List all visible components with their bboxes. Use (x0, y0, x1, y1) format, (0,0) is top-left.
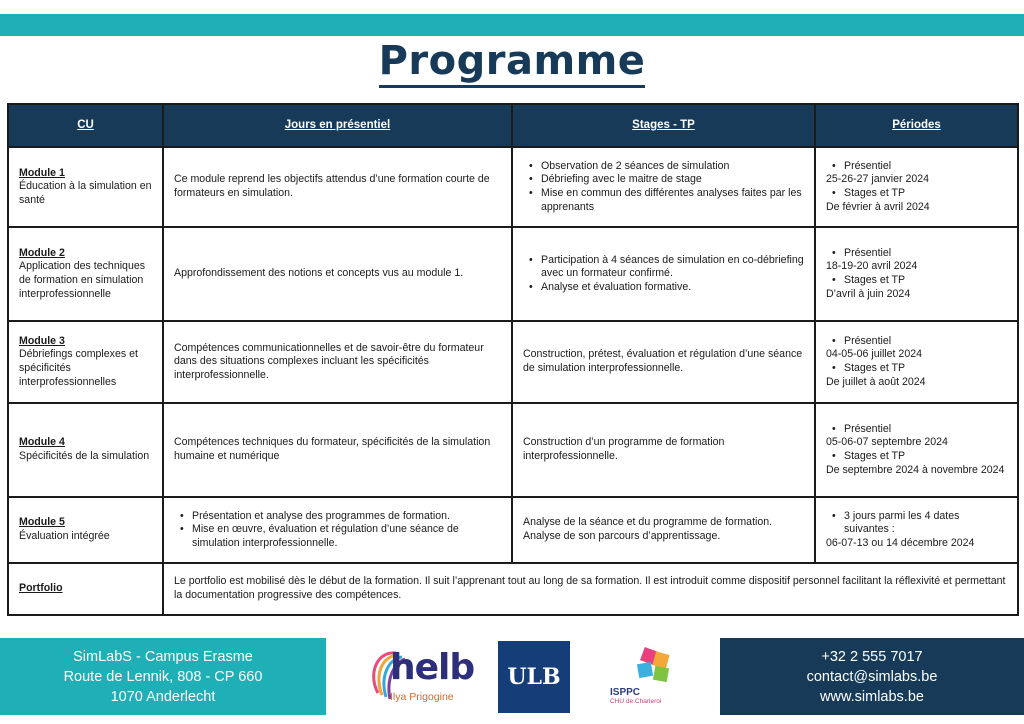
jours-cell: Compétences techniques du formateur, spécificités de la simulation humaine et numérique (163, 403, 512, 497)
portfolio-text: Le portfolio est mobilisé dès le début de la formation. Il suit l’apprenant tout au long de sa formation. Il est introduit comme dispositif personnel facilitant la réflexivité et permettant la documentation progressive des compétences. (163, 563, 1018, 615)
module-description: Éducation à la simulation en santé (19, 180, 152, 206)
portfolio-label: Portfolio (19, 582, 63, 595)
module-description: Débriefings complexes et spécificités interprofessionnelles (19, 348, 138, 388)
periode-label: • Présentiel (826, 335, 1007, 349)
module-title: Module 3 (19, 334, 65, 347)
stages-cell: Construction, prétest, évaluation et régulation d’une séance de simulation interprofessionnelle. (512, 321, 815, 403)
cu-cell (8, 147, 163, 227)
portfolio-row (8, 563, 1018, 615)
periodes-cell (815, 227, 1018, 321)
table-row (8, 403, 1018, 497)
ulb-logo-text: ULB (507, 664, 561, 690)
list-item: • Observation de 2 séances de simulation (523, 160, 804, 174)
list-item: • Analyse et évaluation formative. (523, 281, 804, 295)
helb-logo-text: helb (390, 647, 475, 688)
module-title: Module 1 (19, 166, 65, 179)
periode-label: • Stages et TP (826, 274, 1007, 288)
periodes-cell (815, 321, 1018, 403)
periode-value: 05-06-07 septembre 2024 (826, 436, 948, 449)
module-description: Application des techniques de formation en simulation interprofessionnelle (19, 260, 146, 300)
jours-cell: Approfondissement des notions et concepts vus au module 1. (163, 227, 512, 321)
list-item: • Débriefing avec le maitre de stage (523, 173, 804, 187)
periode-value: 06-07-13 ou 14 décembre 2024 (826, 536, 975, 549)
ulb-logo (498, 641, 570, 713)
header-stages: Stages - TP (512, 104, 815, 147)
isppc-logo-text: ISPPC (610, 687, 641, 698)
isppc-mark-icon (610, 645, 680, 687)
cu-cell (8, 403, 163, 497)
periode-label: • Présentiel (826, 247, 1007, 261)
periode-value: De juillet à août 2024 (826, 375, 926, 388)
cu-cell (8, 321, 163, 403)
stages-cell: Construction d’un programme de formation interprofessionnelle. (512, 403, 815, 497)
header-periodes: Périodes (815, 104, 1018, 147)
periode-label: • Stages et TP (826, 187, 1007, 201)
module-title: Module 4 (19, 436, 65, 449)
stages-cell (512, 497, 815, 563)
top-band (0, 14, 1024, 36)
module-description: Évaluation intégrée (19, 530, 110, 542)
footer-contact (720, 638, 1024, 715)
module-title: Module 2 (19, 246, 65, 259)
periode-value: 25-26-27 janvier 2024 (826, 173, 930, 186)
periode-label: • Présentiel (826, 160, 1007, 174)
jours-cell (163, 497, 512, 563)
module-description: Spécificités de la simulation (19, 450, 150, 462)
periodes-cell (815, 147, 1018, 227)
helb-logo-subtitle: Ilya Prigogine (390, 691, 454, 703)
header-cu: CU (8, 104, 163, 147)
periodes-cell (815, 497, 1018, 563)
table-header-row (8, 104, 1018, 147)
jours-cell: Compétences communicationnelles et de savoir-être du formateur dans des situations complexes incluant les spécificités interprofessionnelle. (163, 321, 512, 403)
cu-cell (8, 563, 163, 615)
periode-value: De février à avril 2024 (826, 200, 930, 213)
address-line: 1070 Anderlecht (110, 689, 216, 705)
address-line: Route de Lennik, 808 - CP 660 (63, 669, 263, 685)
contact-website[interactable]: www.simlabs.be (820, 689, 924, 705)
module-title: Module 5 (19, 516, 65, 529)
periode-value: D’avril à juin 2024 (826, 287, 911, 300)
page-title: Programme (0, 38, 1024, 84)
isppc-logo-subtitle: CHU de Charleroi (610, 698, 662, 705)
table-row (8, 147, 1018, 227)
list-item: • Participation à 4 séances de simulation en co-débriefing avec un formateur confirmé. (523, 254, 804, 281)
periode-value: De septembre 2024 à novembre 2024 (826, 463, 1005, 476)
stages-line: Analyse de son parcours d’apprentissage. (523, 530, 721, 542)
stages-line: Analyse de la séance et du programme de formation. (523, 516, 773, 529)
table-row (8, 227, 1018, 321)
programme-table (7, 103, 1019, 616)
jours-cell: Ce module reprend les objectifs attendus d’une formation courte de formateurs en simulation. (163, 147, 512, 227)
periode-label: • Stages et TP (826, 450, 1007, 464)
stages-cell (512, 147, 815, 227)
table-row (8, 497, 1018, 563)
footer-address (0, 638, 326, 715)
address-line: SimLabS - Campus Erasme (73, 649, 253, 665)
list-item: • Présentation et analyse des programmes de formation. (174, 510, 501, 524)
stages-cell (512, 227, 815, 321)
isppc-logo (610, 645, 680, 707)
cu-cell (8, 497, 163, 563)
helb-logo (366, 645, 475, 705)
periodes-cell (815, 403, 1018, 497)
contact-email[interactable]: contact@simlabs.be (806, 669, 938, 685)
periode-label: • Présentiel (826, 423, 1007, 437)
periode-label: • Stages et TP (826, 362, 1007, 376)
table-row (8, 321, 1018, 403)
contact-phone[interactable]: +32 2 555 7017 (821, 649, 923, 665)
header-jours: Jours en présentiel (163, 104, 512, 147)
list-item: • Mise en commun des différentes analyses faites par les apprenants (523, 187, 804, 214)
cu-cell (8, 227, 163, 321)
list-item: • Mise en œuvre, évaluation et régulation d’une séance de simulation interprofessionnelle. (174, 523, 501, 550)
periode-label: • 3 jours parmi les 4 dates suivantes : (826, 510, 1007, 537)
periode-value: 04-05-06 juillet 2024 (826, 348, 923, 361)
periode-value: 18-19-20 avril 2024 (826, 260, 918, 273)
